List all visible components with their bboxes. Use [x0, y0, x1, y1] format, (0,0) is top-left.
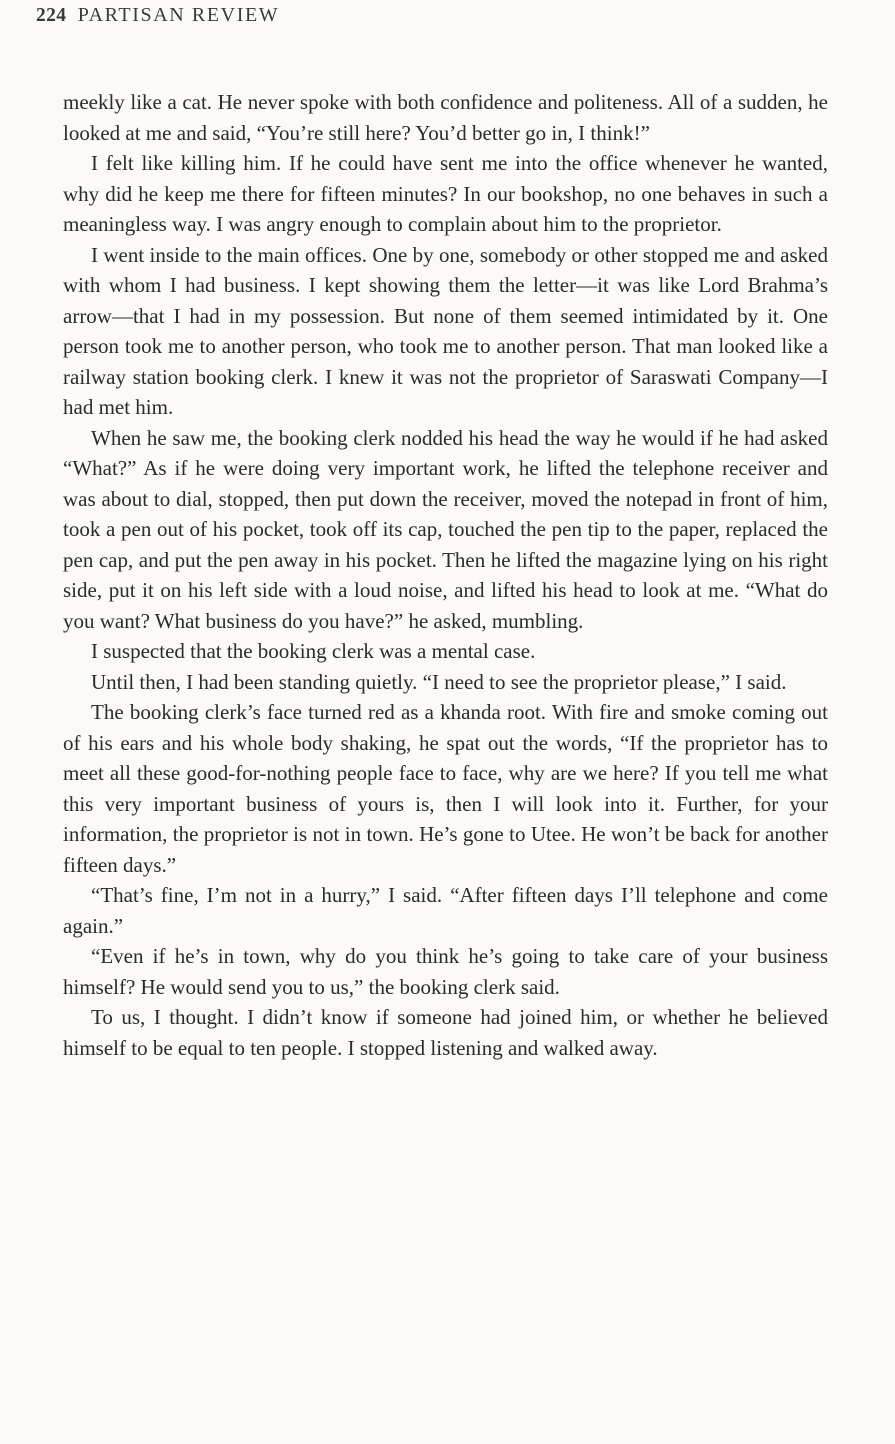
- journal-title: PARTISAN REVIEW: [77, 4, 280, 26]
- paragraph-9: “Even if he’s in town, why do you think he’s going to take care of your business himself? He would send you to us,” the booking clerk said.: [63, 944, 828, 999]
- page-number: 224: [36, 5, 67, 26]
- paragraph-8: “That’s fine, I’m not in a hurry,” I said. “After fifteen days I’ll telephone and come again.”: [63, 883, 828, 938]
- body-text: [63, 87, 828, 1063]
- paragraph-6: Until then, I had been standing quietly. “I need to see the proprietor please,” I said.: [91, 669, 787, 694]
- running-head: [36, 4, 279, 27]
- paragraph-2: I felt like killing him. If he could have sent me into the office whenever he wanted, why did he keep me there for fifteen minutes? In our bookshop, no one behaves in such a meaningless way. I was angry enough to complain about him to the proprietor.: [63, 151, 828, 236]
- paragraph-7: The booking clerk’s face turned red as a khanda root. With fire and smoke coming out of his ears and his whole body shaking, he spat out the words, “If the proprietor has to meet all these good-for-nothing people face to face, why are we here? If you tell me what this very important business of yours is, then I will look into it. Further, for your information, the proprietor is not in town. He’s gone to Utee. He won’t be back for another fifteen days.”: [63, 700, 828, 877]
- paragraph-1: meekly like a cat. He never spoke with both confidence and politeness. All of a sudden, he looked at me and said, “You’re still here? You’d better go in, I think!”: [63, 90, 828, 145]
- paragraph-10: To us, I thought. I didn’t know if someone had joined him, or whether he believed himself to be equal to ten people. I stopped listening and walked away.: [63, 1005, 828, 1060]
- paragraph-5: I suspected that the booking clerk was a mental case.: [91, 639, 536, 663]
- paragraph-3: I went inside to the main offices. One by one, somebody or other stopped me and asked with whom I had business. I kept showing them the letter—it was like Lord Brahma’s arrow—that I had in my possession. But none of them seemed intimidated by it. One person took me to another person, who took me to another person. That man looked like a railway station booking clerk. I knew it was not the proprietor of Saraswati Company—I had met him.: [63, 242, 828, 419]
- paragraph-4: When he saw me, the booking clerk nodded his head the way he would if he had asked “What?” As if he were doing very important work, he lifted the telephone receiver and was about to dial, stopped, then put down the receiver, moved the notepad in front of him, took a pen out of his pocket, took off its cap, touched the pen tip to the paper, replaced the pen cap, and put the pen away in his pocket. Then he lifted the magazine lying on his right side, put it on his left side with a loud noise, and lifted his head to look at me. “What do you want? What business do you have?” he asked, mumbling.: [63, 425, 828, 633]
